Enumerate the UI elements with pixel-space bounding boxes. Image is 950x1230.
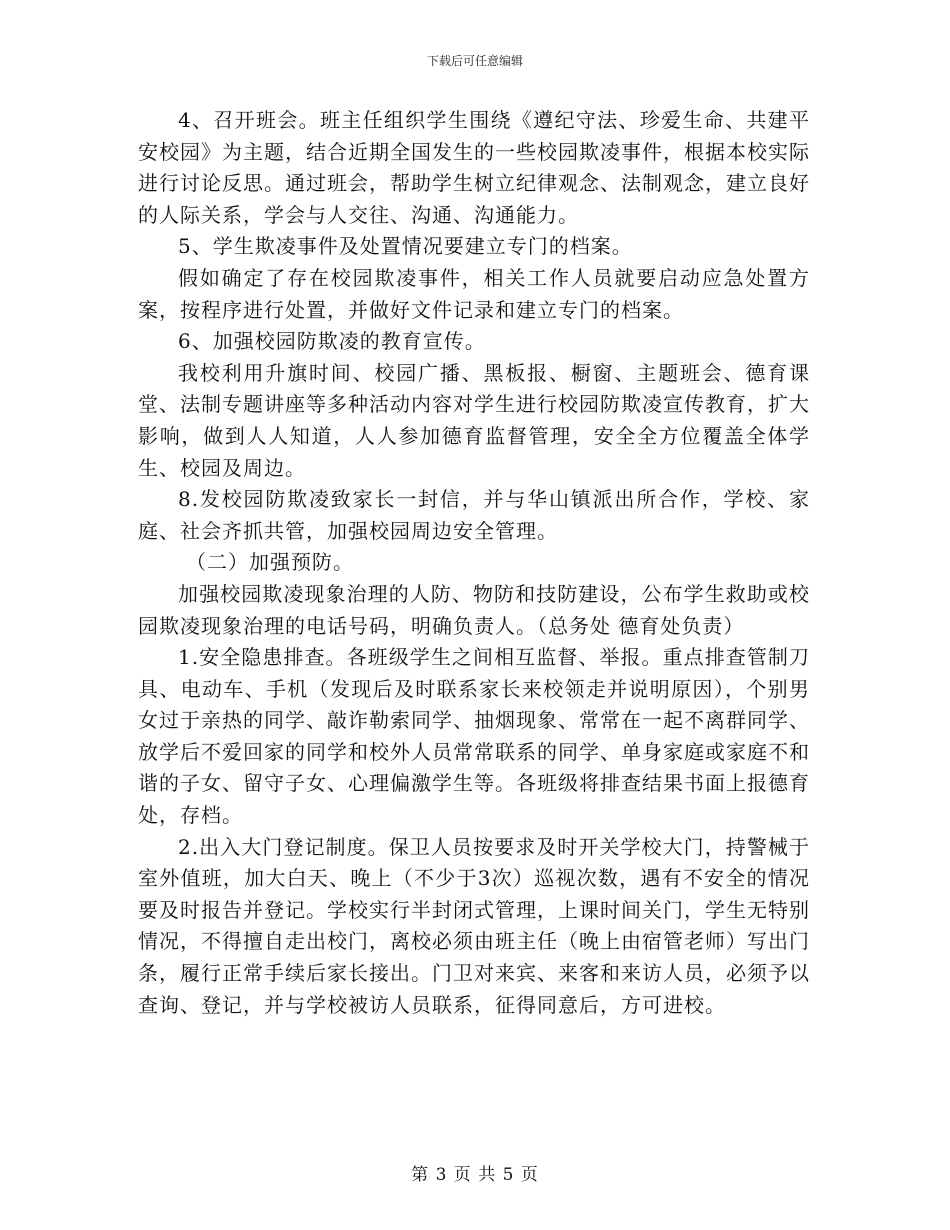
- paragraph-archive-heading: 5、学生欺凌事件及处置情况要建立专门的档案。: [178, 234, 633, 259]
- paragraph-class-meeting: 4、召开班会。班主任组织学生围绕《遵纪守法、珍爱生命、共建平安校园》为主题，结合近期全国发生的一些校园欺凌事件，根据本校实际进行讨论反思。通过班会，帮助学生树立纪律观念、法制观念，建立良好的人际关系，学会与人交往、沟通、沟通能力。: [138, 108, 810, 227]
- page-number: 第 3 页 共 5 页: [411, 1165, 539, 1185]
- paragraph-emergency-response: 假如确定了存在校园欺凌事件，相关工作人员就要启动应急处置方案，按程序进行处置，并做好文件记录和建立专门的档案。: [138, 265, 810, 322]
- paragraph-hazard-screening: 1.安全隐患排查。各班级学生之间相互监督、举报。重点排查管制刀具、电动车、手机（发现后及时联系家长来校领走并说明原因），个别男女过于亲热的同学、敲诈勒索同学、抽烟现象、常常在一起不离群同学、放学后不爱回家的同学和校外人员常常联系的同学、单身家庭或家庭不和谐的子女、留守子女、心理偏激学生等。各班级将排查结果书面上报德育处，存档。: [138, 645, 810, 828]
- document-body: [138, 105, 810, 1021]
- page-header: 下载后可任意编辑: [426, 54, 523, 68]
- paragraph-prevention-construction: 加强校园欺凌现象治理的人防、物防和技防建设，公布学生救助或校园欺凌现象治理的电话号码，明确负责人。（总务处 德育处负责）: [138, 581, 810, 638]
- section-heading-prevention: （二）加强预防。: [186, 550, 354, 575]
- paragraph-education-activities: 我校利用升旗时间、校园广播、黑板报、橱窗、主题班会、德育课堂、法制专题讲座等多种活动内容对学生进行校园防欺凌宣传教育，扩大影响，做到人人知道，人人参加德育监督管理，安全全方位覆盖全体学生、校园及周边。: [138, 360, 810, 480]
- paragraph-gate-registration: 2.出入大门登记制度。保卫人员按要求及时开关学校大门，持警械于室外值班，加大白天、晚上（不少于3次）巡视次数，遇有不安全的情况要及时报告并登记。学校实行半封闭式管理，上课时间关门，学生无特别情况，不得擅自走出校门，离校必须由班主任（晚上由宿管老师）写出门条，履行正常手续后家长接出。门卫对来宾、来客和来访人员，必须予以查询、登记，并与学校被访人员联系，征得同意后，方可进校。: [138, 834, 810, 1017]
- paragraph-parent-letter: 8.发校园防欺凌致家长一封信，并与华山镇派出所合作，学校、家庭、社会齐抓共管，加强校园周边安全管理。: [138, 487, 810, 543]
- paragraph-education-heading: 6、加强校园防欺凌的教育宣传。: [178, 329, 486, 354]
